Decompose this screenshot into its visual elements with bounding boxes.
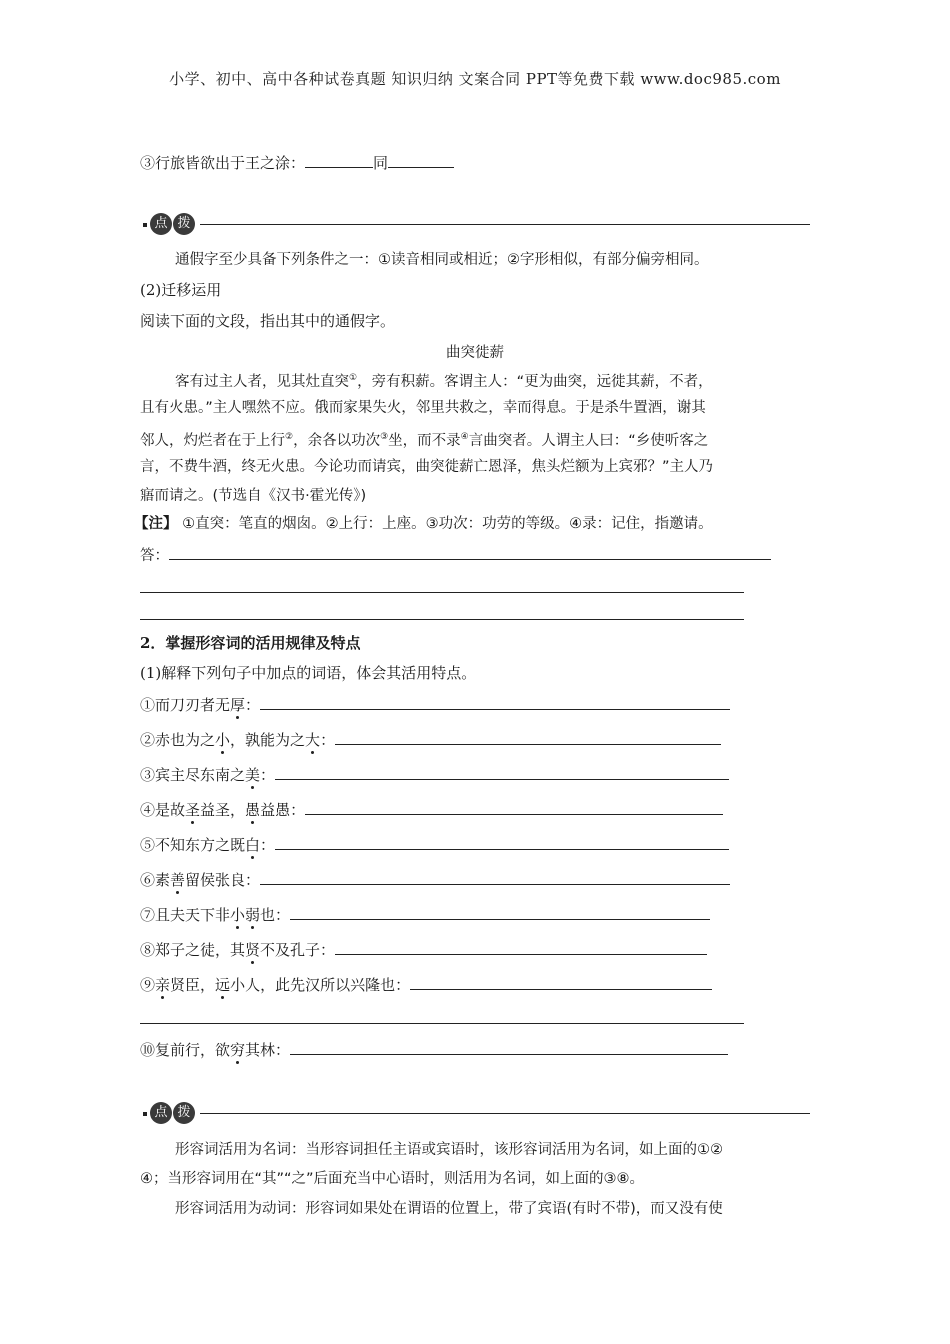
- dotted-word: 穷: [230, 1041, 246, 1059]
- passage-line: 且有火患。”主人嘿然不应。俄而家果失火，邻里共救之，幸而得息。于是杀牛置酒，谢其: [140, 400, 706, 416]
- passage-text: 坐，而不录: [388, 432, 461, 449]
- answer-blank[interactable]: [290, 1039, 728, 1055]
- item-6: ⑥素善留侯张良：: [140, 869, 730, 890]
- divider: [200, 1113, 810, 1114]
- tip-icon-bo: 拨: [173, 1102, 195, 1124]
- answer-blank[interactable]: [260, 694, 730, 710]
- page-header: 小学、初中、高中各种试卷真题 知识归纳 文案合同 PPT等免费下载 www.doc985.com: [169, 70, 781, 88]
- footnote-mark: ④: [460, 432, 469, 442]
- footnote-mark: ②: [285, 432, 294, 442]
- answer-blank[interactable]: [335, 939, 707, 955]
- passage-text: 邻人，灼烂者在于上行: [140, 432, 285, 449]
- item-8: ⑧郑子之徒，其贤不及孔子：: [140, 939, 707, 960]
- dotted-word: 圣: [185, 801, 201, 819]
- answer-blank[interactable]: [305, 152, 373, 168]
- note-text: ①直突：笔直的烟囱。②上行：上座。③功次：功劳的等级。④录：记住，指邀请。: [182, 516, 713, 532]
- tip2-line: ④；当形容词用在“其”“之”后面充当中心语时，则活用为名词，如上面的③⑧。: [140, 1171, 645, 1187]
- bullet-square: [143, 223, 147, 227]
- item-10: ⑩复前行，欲穷其林：: [140, 1039, 728, 1060]
- answer-label: 答：: [140, 548, 169, 564]
- divider: [200, 224, 810, 225]
- question-3-text: ③行旅皆欲出于王之涂：: [140, 154, 306, 172]
- answer-rule[interactable]: [140, 592, 744, 593]
- tip-icon-bo: 拨: [173, 213, 195, 235]
- passage-line: 寤而请之。(节选自《汉书·霍光传》): [140, 488, 367, 504]
- passage-line: 言，不费牛酒，终无火患。今论功而请宾，曲突徙薪亡恩泽，焦头烂额为上宾邪？”主人乃: [140, 459, 714, 475]
- item-3: ③宾主尽东南之美：: [140, 764, 729, 785]
- dotted-word: 厚: [230, 696, 246, 714]
- dotted-word: 善: [170, 871, 186, 889]
- passage-line: [140, 427, 708, 451]
- answer-blank[interactable]: [335, 729, 721, 745]
- passage-text: ，旁有积薪。客谓主人：“更为曲突，远徙其薪，不者，: [357, 373, 713, 390]
- dotted-word: 愚: [245, 801, 261, 819]
- passage-text: 客有过主人者，见其灶直突: [175, 373, 349, 390]
- tip2-line: 形容词活用为名词：当形容词担任主语或宾语时，该形容词活用为名词，如上面的①②: [175, 1142, 723, 1158]
- answer-blank[interactable]: [290, 904, 710, 920]
- instruction: 阅读下面的文段，指出其中的通假字。: [140, 312, 396, 330]
- dotted-word: 弱: [245, 906, 261, 924]
- dotted-word: 白: [245, 836, 261, 854]
- section-2-title: 2．掌握形容词的活用规律及特点: [140, 634, 361, 652]
- answer-blank[interactable]: [275, 834, 729, 850]
- item-2: ②赤也为之小，孰能为之大：: [140, 729, 721, 750]
- note-label: 【注】: [134, 516, 178, 532]
- tip-icon-dian: 点: [150, 1102, 172, 1124]
- note: [134, 514, 713, 534]
- dotted-word: 小: [230, 906, 246, 924]
- item-5: ⑤不知东方之既白：: [140, 834, 729, 855]
- answer-rule[interactable]: [140, 1023, 744, 1024]
- answer-line: [140, 544, 771, 566]
- answer-blank[interactable]: [410, 974, 712, 990]
- bullet-square: [143, 1112, 147, 1116]
- question-3-tong: 同: [373, 154, 389, 172]
- answer-blank[interactable]: [275, 764, 729, 780]
- passage-text: 言曲突者。人谓主人曰：“乡使听客之: [468, 432, 709, 449]
- answer-blank[interactable]: [305, 799, 723, 815]
- answer-blank[interactable]: [388, 152, 454, 168]
- question-3: [140, 152, 454, 173]
- dotted-word: 贤: [245, 941, 261, 959]
- item-9: ⑨亲贤臣，远小人，此先汉所以兴隆也：: [140, 974, 712, 995]
- footnote-mark: ③: [380, 432, 389, 442]
- footnote-mark: ①: [349, 373, 358, 383]
- passage-line: [175, 368, 713, 392]
- transfer-label: (2)迁移运用: [140, 281, 222, 299]
- item-7: ⑦且夫天下非小弱也：: [140, 904, 710, 925]
- dotted-word: 远: [215, 976, 231, 994]
- sub-question-1: (1)解释下列句子中加点的词语，体会其活用特点。: [140, 664, 477, 682]
- dotted-word: 大: [305, 731, 321, 749]
- dotted-word: 小: [215, 731, 231, 749]
- tip-icon-dian: 点: [150, 213, 172, 235]
- tip-text: 通假字至少具备下列条件之一：①读音相同或相近；②字形相似，有部分偏旁相同。: [175, 252, 709, 268]
- passage-text: ，余各以功次: [293, 432, 381, 449]
- dotted-word: 亲: [155, 976, 171, 994]
- tip-banner: [140, 212, 810, 238]
- item-1: ①而刀刃者无厚：: [140, 694, 730, 715]
- tip-banner: [140, 1101, 810, 1127]
- dotted-word: 美: [245, 766, 261, 784]
- tip2-line: 形容词活用为动词：形容词如果处在谓语的位置上，带了宾语(有时不带)，而又没有使: [175, 1201, 723, 1217]
- item-4: ④是故圣益圣，愚益愚：: [140, 799, 723, 820]
- answer-blank[interactable]: [260, 869, 730, 885]
- passage-title: 曲突徙薪: [446, 345, 504, 361]
- answer-rule[interactable]: [140, 619, 744, 620]
- answer-blank[interactable]: [169, 544, 771, 560]
